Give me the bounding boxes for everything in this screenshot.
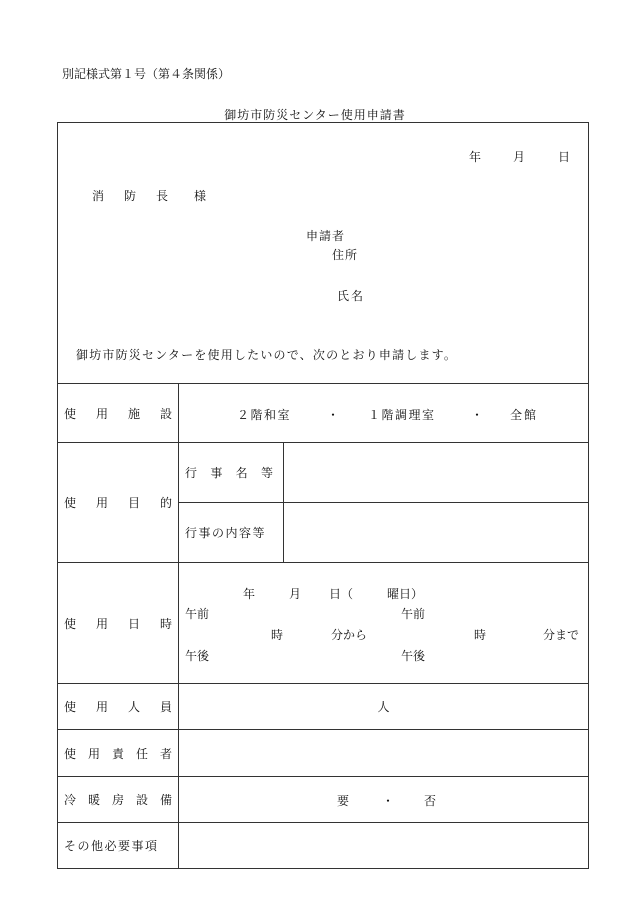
date-day: 日 <box>558 150 571 164</box>
dt-am-start[interactable]: 午前 <box>185 607 210 621</box>
option-washitsu[interactable]: ２階和室 <box>237 408 292 422</box>
people-field[interactable] <box>179 684 589 730</box>
addressee: 消 防 長 <box>92 189 173 203</box>
aircon-no[interactable]: 否 <box>424 793 437 808</box>
application-statement: 御坊市防災センターを使用したいので、次のとおり申請します。 <box>76 348 458 362</box>
other-field[interactable] <box>179 823 589 869</box>
other-row <box>58 823 589 869</box>
dt-from: 分から <box>331 628 368 642</box>
dt-month: 月 <box>289 587 302 601</box>
event-name-label <box>179 443 284 503</box>
datetime-field[interactable] <box>179 563 589 684</box>
facility-options[interactable] <box>179 384 589 443</box>
people-row <box>58 684 589 730</box>
manager-field[interactable] <box>179 730 589 777</box>
manager-row <box>58 730 589 777</box>
date-month: 月 <box>513 150 526 164</box>
application-table <box>57 383 589 869</box>
dt-until: 分まで <box>543 628 580 642</box>
purpose-label-text: 使 用 目 的 <box>64 496 172 510</box>
aircon-label-text: 冷 暖 房 設 備 <box>64 793 172 807</box>
option-separator: ・ <box>327 408 340 422</box>
option-kitchen[interactable]: １階調理室 <box>368 408 436 422</box>
dt-am-end[interactable]: 午前 <box>401 607 426 621</box>
datetime-label <box>58 563 179 684</box>
option-whole-building[interactable]: 全館 <box>510 408 539 422</box>
aircon-field[interactable] <box>179 777 589 823</box>
datetime-row <box>58 563 589 684</box>
event-content-field[interactable] <box>284 503 589 563</box>
other-label: その他必要事項 <box>58 823 179 869</box>
facility-label <box>58 384 179 443</box>
aircon-separator: ・ <box>382 793 395 808</box>
facility-row <box>58 384 589 443</box>
form-title: 御坊市防災センター使用申請書 <box>224 108 406 122</box>
dt-pm-start[interactable]: 午後 <box>185 649 210 663</box>
aircon-row <box>58 777 589 823</box>
date-year: 年 <box>469 150 482 164</box>
dt-day: 日（ <box>329 587 354 601</box>
people-label-text: 使 用 人 員 <box>64 700 172 714</box>
purpose-label <box>58 443 179 563</box>
event-name-field[interactable] <box>284 443 589 503</box>
applicant-label: 申請者 <box>306 229 346 243</box>
facility-label-text: 使 用 施 設 <box>64 406 172 421</box>
name-label: 氏名 <box>337 289 366 303</box>
dt-weekday: 曜日） <box>387 587 424 601</box>
aircon-label <box>58 777 179 823</box>
event-name-text: 行 事 名 等 <box>185 466 273 480</box>
manager-label <box>58 730 179 777</box>
applicant-box <box>57 122 589 383</box>
aircon-yes[interactable]: 要 <box>337 793 350 808</box>
form-number: 別記様式第１号（第４条関係） <box>62 67 231 81</box>
option-separator: ・ <box>471 408 484 422</box>
people-unit: 人 <box>377 700 390 714</box>
manager-label-text: 使 用 責 任 者 <box>64 746 172 761</box>
datetime-label-text: 使 用 日 時 <box>64 616 172 631</box>
event-content-label: 行事の内容等 <box>179 503 284 563</box>
address-label: 住所 <box>332 248 359 262</box>
dt-year: 年 <box>243 587 256 601</box>
honorific: 様 <box>194 189 207 203</box>
purpose-row-1 <box>58 443 589 503</box>
people-label <box>58 684 179 730</box>
dt-pm-end[interactable]: 午後 <box>401 649 426 663</box>
dt-hour-start: 時 <box>271 628 284 642</box>
dt-hour-end: 時 <box>474 628 487 642</box>
